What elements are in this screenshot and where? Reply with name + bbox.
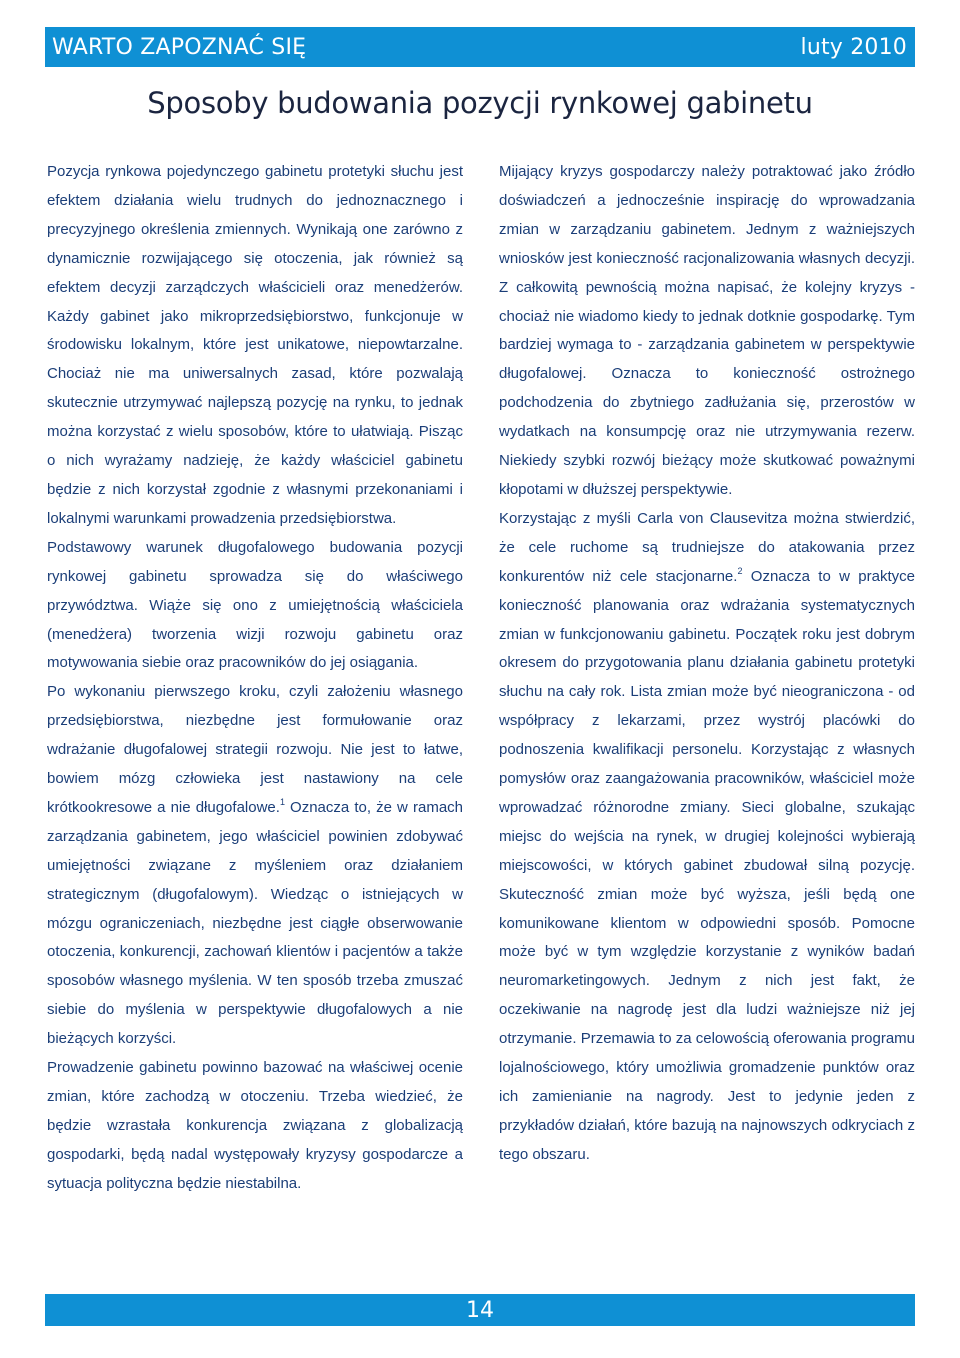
paragraph — [47, 678, 463, 1054]
paragraph: Prowadzenie gabinetu powinno bazować na właściwej ocenie zmian, które zachodzą w otoczeniu. Trzeba wiedzieć, że będzie wzrastała konkurencja związana z globalizacją gospodarki, będą nadal występowały kryzysy gospodarcze a sytuacja polityczna będzie niestabilna. — [47, 1059, 463, 1192]
paragraph: Podstawowy warunek długofalowego budowania pozycji rynkowej gabinetu sprowadza się do właściwego przywództwa. Wiąże się ono z umiejętnością właściciela (menedżera) tworzenia wizji rozwoju gabinetu oraz motywowania siebie oraz pracowników do jej osiągania. — [47, 538, 463, 672]
header-bar — [45, 27, 915, 67]
issue-date: luty 2010 — [800, 34, 907, 60]
article-title: Sposoby budowania pozycji rynkowej gabinetu — [147, 86, 813, 120]
right-column — [499, 158, 915, 1170]
footnote-marker: 1 — [279, 796, 285, 807]
footnote-marker: 2 — [737, 565, 743, 576]
paragraph: Mijający kryzys gospodarczy należy potraktować jako źródło doświadczeń a jednocześnie inspirację do wprowadzania zmian w zarządzaniu gabinetem. Jednym z ważniejszych wniosków jest konieczność racjonalizowania własnych decyzji. Z całkowitą pewnością można napisać, że kolejny kryzys - chociaż nie wiadomo kiedy to jednak dotknie gospodarkę. Tym bardziej wymaga to - zarządzania gabinetem w perspektywie długofalowej. Oznacza to konieczność ostrożnego podchodzenia do zbytniego zadłużania się, przerostów w wydatkach na konsumpcję oraz nie utrzymywania rezerw. Niekiedy szybki rozwój bieżący może skutkować poważnymi kłopotami w dłuższej perspektywie. — [499, 163, 915, 498]
paragraph: Pozycja rynkowa pojedynczego gabinetu protetyki słuchu jest efektem działania wielu trudnych do jednoznacznego i precyzyjnego określenia zmiennych. Wynikają one zarówno z dynamicznie rozwijającego się otoczenia, jak również są efektem decyzji zarządczych właścicieli oraz menedżerów. Każdy gabinet jako mikroprzedsiębiorstwo, funkcjonuje w środowisku lokalnym, które jest unikatowe, niepowtarzalne. Chociaż nie ma uniwersalnych zasad, które pozwalają skutecznie utrzymywać najlepszą pozycję na rynku, to jednak można korzystać z wielu sposobów, które to ułatwiają. Pisząc o nich wyrażamy nadzieję, że każdy właściciel gabinetu będzie z nich korzystał zgodnie z własnymi przekonaniami i lokalnymi warunkami prowadzenia przedsiębiorstwa. — [47, 163, 463, 527]
paragraph-text: Po wykonaniu pierwszego kroku, czyli założeniu własnego przedsiębiorstwa, niezbędne jest formułowanie oraz wdrażanie długofalowej strategii rozwoju. Nie jest to łatwe, bowiem mózg człowieka jest nastawiony na cele krótkookresowe a nie długofalowe. — [47, 683, 463, 816]
paragraph-text: Korzystając z myśli Carla von Clausevitza można stwierdzić, że cele ruchome są trudniejsze do atakowania przez konkurentów niż cele stacjonarne. — [499, 509, 915, 585]
page-number: 14 — [466, 1297, 494, 1323]
section-label: WARTO ZAPOZNAĆ SIĘ — [52, 34, 307, 60]
left-column — [47, 158, 463, 1199]
footer-bar — [45, 1294, 915, 1326]
paragraph — [499, 505, 915, 1170]
paragraph-text: Oznacza to w praktyce konieczność planowania oraz wdrażania systematycznych zmian w funkcjonowaniu gabinetu. Początek roku jest dobrym okresem do przygotowania planu działania gabinetu protetyki słuchu na cały rok. Lista zmian może być nieograniczona - od współpracy z lekarzami, przez wystrój placówki do podnoszenia kwalifikacji personelu. Korzystając z własnych pomysłów oraz zaangażowania pracowników, właściciel może wprowadzać różnorodne zmiany. Sieci globalne, szukając miejsc do wejścia na rynek, w drugiej kolejności wybierają miejscowości, w których gabinet zbudował silną pozycję. Skuteczność zmian może być wyższa, jeśli będą one komunikowane klientom w odpowiedni sposób. Pomocne może być w tym względzie korzystanie z wyników badań neuromarketingowych. Jednym z nich jest fakt, że oczekiwanie na nagrodę jest dla ludzi ważniejsze niż jej otrzymanie. Przemawia to za celowością oferowania programu lojalnościowego, który umożliwia gromadzenie punktów oraz ich zamienianie na nagrody. Jest to jedynie jeden z przykładów działań, które bazują na najnowszych odkryciach z tego obszaru. — [499, 567, 916, 1163]
paragraph-text: Oznacza to, że w ramach zarządzania gabinetem, jego właściciel powinien zdobywać umiejętności związane z myśleniem oraz działaniem strategicznym (długofalowym). Wiedząc o istniejących w mózgu ograniczeniach, niezbędne jest ciągłe obserwowanie otoczenia, konkurencji, zachowań klientów i pacjentów a także sposobów własnego myślenia. W ten sposób trzeba zmuszać siebie do myślenia w perspektywie długofalowych a nie bieżących korzyści. — [47, 798, 464, 1048]
